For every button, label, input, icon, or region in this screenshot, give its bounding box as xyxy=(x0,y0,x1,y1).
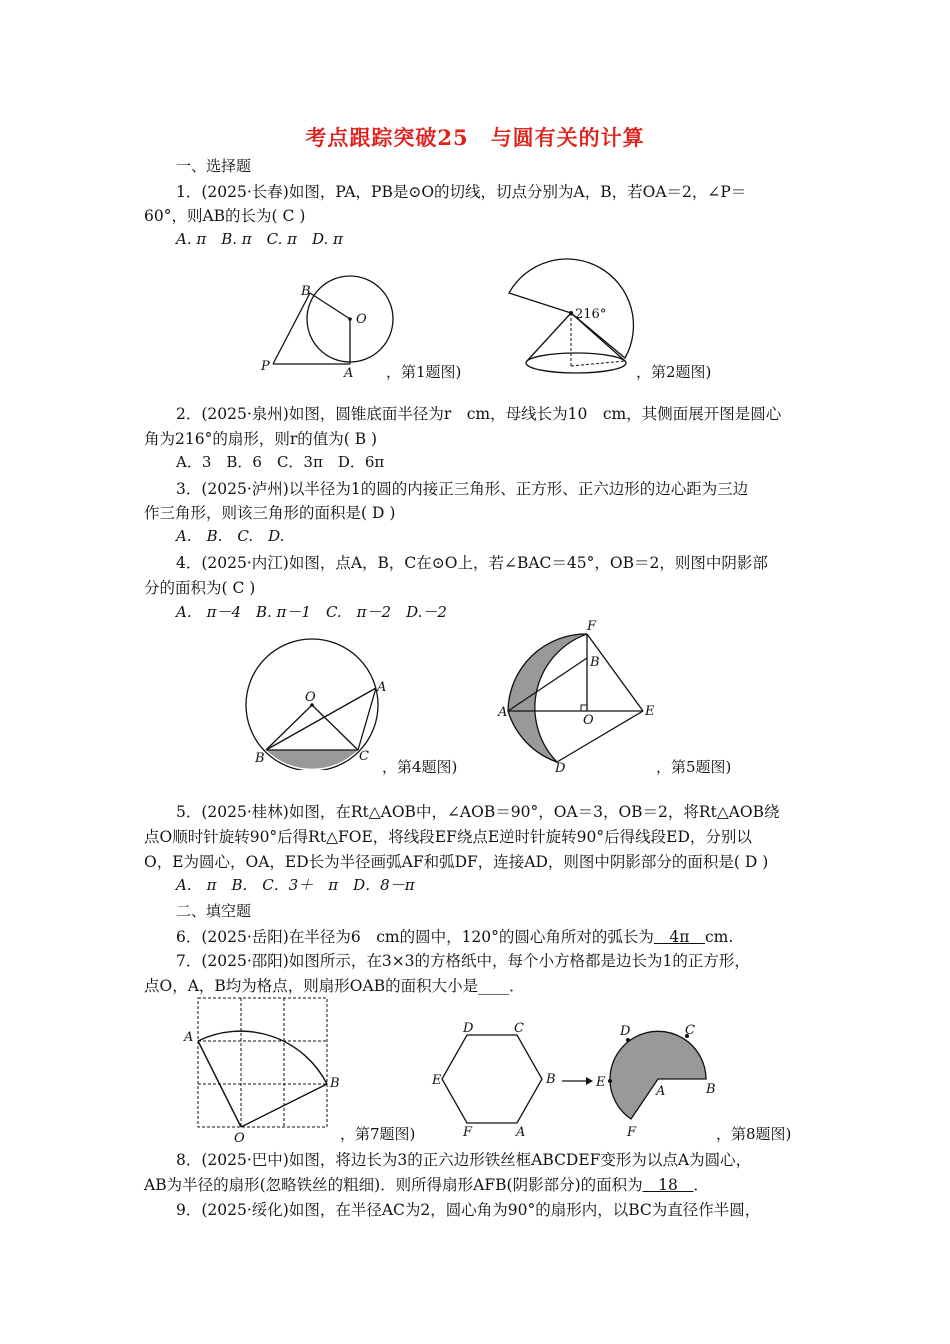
q8-text-before: AB为半径的扇形(忽略铁丝的粗细)．则所得扇形AFB(阴影部分)的面积为 xyxy=(144,1176,643,1194)
section-heading-choice: 一、选择题 xyxy=(176,157,252,175)
q4-line2: 分的面积为( C ) xyxy=(144,579,256,597)
fig1-label-P: P xyxy=(261,359,270,374)
fig1-label-A: A xyxy=(344,366,354,380)
caption-fig7: ，第7题图) xyxy=(340,1125,416,1143)
fig5-label-O: O xyxy=(583,713,594,728)
fig8-sector-label-C: C xyxy=(685,1023,695,1038)
q3-options: A. B. C. D. xyxy=(176,527,285,545)
fig8-sector-label-B: B xyxy=(706,1082,716,1097)
q1-line2: 60°，则AB的长为( C ) xyxy=(144,207,306,225)
q6-text-after: cm. xyxy=(704,928,734,946)
caption-fig4: ，第4题图) xyxy=(382,758,458,776)
fig7-label-O: O xyxy=(234,1131,245,1143)
figure-7 xyxy=(180,995,350,1143)
fig8-hex-label-E: E xyxy=(432,1073,442,1088)
q8-line1: 8．(2025·巴中)如图，将边长为3的正六边形铁丝框ABCDEF变形为以点A为圆心， xyxy=(176,1151,752,1169)
fig5-label-D: D xyxy=(555,761,566,773)
fig8-hex-label-A: A xyxy=(516,1125,526,1140)
q6-line xyxy=(176,925,733,947)
q6-text-before: 6．(2025·岳阳)在半径为6 cm的圆中，120°的圆心角所对的弧长为 xyxy=(176,928,654,946)
q8-answer: 18 xyxy=(642,1176,694,1194)
q4-options: A. π－4 B. π－1 C. π－2 D.－2 xyxy=(176,603,447,621)
q5-line2: 点O顺时针旋转90°后得Rt△FOE，将线段EF绕点E逆时针旋转90°后得线段ED，分别以 xyxy=(144,828,752,846)
section-heading-fill: 二、填空题 xyxy=(176,902,252,920)
q5-line1: 5．(2025·桂林)如图，在Rt△AOB中，∠AOB＝90°，OA＝3，OB＝2，将Rt△AOB绕 xyxy=(176,803,780,821)
q4-line1: 4．(2025·内江)如图，点A，B，C在⊙O上，若∠BAC＝45°，OB＝2，则图中阴影部 xyxy=(176,554,768,572)
fig7-label-B: B xyxy=(330,1076,340,1091)
q2-options: A．3 B．6 C．3π D．6π xyxy=(176,453,385,471)
fig8-hex-label-C: C xyxy=(514,1021,524,1036)
fig2-label-angle: 216° xyxy=(575,307,607,322)
fig8-sector-label-E: E xyxy=(596,1075,606,1090)
q7-line1: 7．(2025·邵阳)如图所示，在3×3的方格纸中，每个小方格都是边长为1的正方形， xyxy=(176,952,750,970)
fig8-sector-label-F: F xyxy=(627,1125,637,1140)
fig4-label-C: C xyxy=(359,749,369,764)
fig1-label-B: B xyxy=(301,284,311,299)
caption-fig8: ，第8题图) xyxy=(716,1125,792,1143)
q9-line1: 9．(2025·绥化)如图，在半径AC为2，圆心角为90°的扇形内，以BC为直径作半圆， xyxy=(176,1201,761,1219)
fig5-label-F: F xyxy=(587,619,597,634)
q5-options: A. π B. C．3＋ π D．8－π xyxy=(176,876,415,894)
caption-fig5: ，第5题图) xyxy=(656,758,732,776)
fig5-label-A: A xyxy=(498,705,508,720)
fig8-hex-label-F: F xyxy=(463,1125,473,1140)
figure-4 xyxy=(245,635,395,770)
fig4-label-A: A xyxy=(377,680,387,695)
page-title: 考点跟踪突破25 与圆有关的计算 xyxy=(305,125,645,150)
q1-line1: 1．(2025·长春)如图，PA，PB是⊙O的切线，切点分别为A，B，若OA＝2，∠P＝ xyxy=(176,183,747,201)
fig7-label-A: A xyxy=(184,1030,194,1045)
q2-line1: 2．(2025·泉州)如图，圆锥底面半径为r cm，母线长为10 cm，其侧面展开图是圆心 xyxy=(176,405,782,423)
figure-2 xyxy=(495,248,645,380)
fig4-label-B: B xyxy=(255,751,265,766)
fig8-hex-label-B: B xyxy=(546,1072,556,1087)
q1-options: A. π B. π C. π D. π xyxy=(176,230,343,248)
caption-fig1: ，第1题图) xyxy=(386,363,462,381)
q3-line2: 作三角形，则该三角形的面积是( D ) xyxy=(144,504,396,522)
q6-answer: 4π xyxy=(653,928,705,946)
fig5-label-B: B xyxy=(590,655,600,670)
q2-line2: 角为216°的扇形，则r的值为( B ) xyxy=(144,430,378,448)
fig5-label-E: E xyxy=(645,704,655,719)
q8-line2 xyxy=(144,1173,709,1195)
q3-line1: 3．(2025·泸州)以半径为1的圆的内接正三角形、正方形、正六边形的边心距为三边 xyxy=(176,480,749,498)
fig4-label-O: O xyxy=(305,690,316,705)
fig1-label-O: O xyxy=(356,312,367,327)
caption-fig2: ，第2题图) xyxy=(636,363,712,381)
figure-8 xyxy=(430,1015,720,1145)
fig8-hex-label-D: D xyxy=(463,1021,474,1036)
figure-5 xyxy=(495,618,665,773)
fig8-sector-label-A: A xyxy=(656,1084,666,1099)
q5-line3: O，E为圆心，OA，ED长为半径画弧AF和弧DF，连接AD，则图中阴影部分的面积是( D ) xyxy=(144,853,769,871)
fig8-sector-label-D: D xyxy=(620,1024,631,1039)
q7-line2: 点O，A，B均为格点，则扇形OAB的面积大小是____． xyxy=(144,977,525,995)
q8-text-after: ． xyxy=(693,1176,709,1194)
